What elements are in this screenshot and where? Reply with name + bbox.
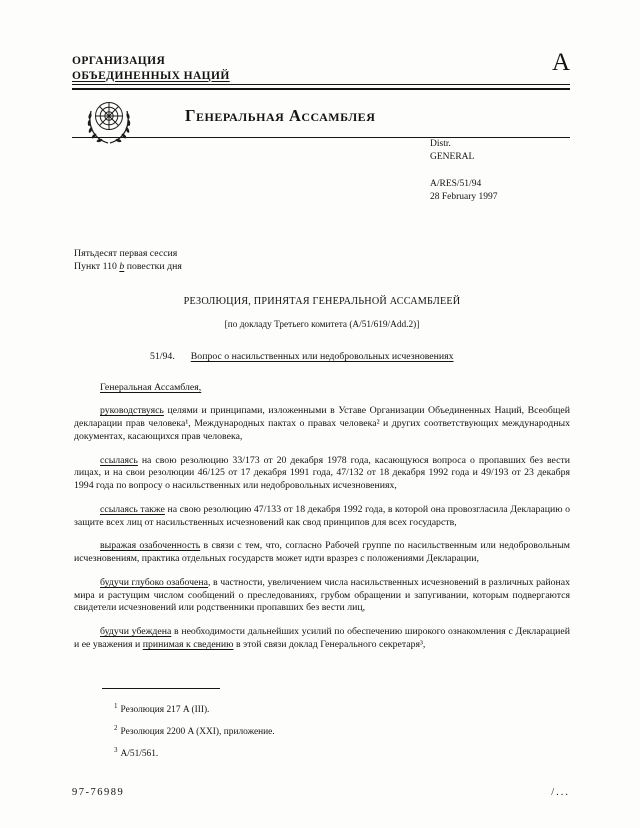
salutation-text: Генеральная Ассамблея, <box>100 381 202 393</box>
resolution-number: 51/94. <box>150 350 175 362</box>
assembly-title: Генеральная Ассамблея <box>185 106 376 125</box>
paragraph-text: , в частности, увеличением числа насильственных исчезновений в различных районах мира и растущим числом сообщений о преследованиях, грубом обращении и запугивании, которым подвергаются свидетели исчезновений или родственники пропавших без вести лиц, <box>74 576 570 614</box>
footnote-text: A/51/561. <box>120 749 159 760</box>
header-rule-thick <box>72 88 570 90</box>
paragraph-lead: будучи убеждена <box>100 626 172 637</box>
continuation-mark: /... <box>551 787 570 798</box>
paragraph-lead: выражая озабоченность <box>100 540 201 552</box>
footnote <box>114 693 570 715</box>
org-name-line2: ОБЪЕДИНЕННЫХ НАЦИЙ <box>72 69 230 82</box>
resolution-heading: РЕЗОЛЮЦИЯ, ПРИНЯТАЯ ГЕНЕРАЛЬНОЙ АССАМБЛЕЕЙ <box>183 296 461 308</box>
paragraph <box>74 504 570 529</box>
footnote-ref: 3 <box>114 746 118 755</box>
paragraph <box>74 626 570 651</box>
paragraph-text: в необходимости дальнейших усилий по обеспечению широкого ознакомления с Декларацией и ее уважения и <box>74 626 570 650</box>
paragraph <box>74 577 570 615</box>
paragraph-text: целями и принципами, изложенными в Уставе Организации Объединенных Наций, Всеобщей декларации прав человека¹, Международных пактах о правах человека² и других соответствующих международных документах, касающихся прав человека, <box>74 405 570 442</box>
paragraph-text: в связи с тем, что, согласно Рабочей группе по насильственным или недобровольным исчезновениям, практика отдельных государств может идти вразрез с положениями Декларации, <box>74 540 570 565</box>
agenda-item-prefix: Пункт 110 <box>74 260 120 272</box>
agenda-item-suffix: повестки дня <box>124 260 182 272</box>
committee-report-reference: [по докладу Третьего комитета (A/51/619/Add.2)] <box>224 319 420 330</box>
un-emblem-icon <box>80 92 138 150</box>
paragraph <box>74 540 570 565</box>
document-body <box>74 248 570 651</box>
distr-label: Distr. <box>430 139 451 149</box>
paragraph-lead: принимая к сведению <box>142 638 234 650</box>
doc-date: 28 February 1997 <box>430 191 498 202</box>
paragraph-lead: ссылаясь также <box>100 503 165 515</box>
footnotes-section <box>74 688 570 759</box>
job-number: 97-76989 <box>72 787 125 798</box>
footnote-text: Резолюция 2200 A (XXI), приложение. <box>120 727 275 738</box>
resolution-title: Вопрос о насильственных или недобровольных исчезновениях <box>190 350 454 362</box>
org-name <box>72 54 230 84</box>
paragraph-lead: ссылаясь <box>100 454 138 466</box>
footnote-ref: 1 <box>114 702 118 710</box>
footnote <box>114 715 570 737</box>
footnote-ref: 2 <box>114 724 118 733</box>
resolution-title-line <box>150 351 570 364</box>
salutation <box>74 382 570 395</box>
footnote <box>114 737 570 759</box>
paragraph-text: на свою резолюцию 47/133 от 18 декабря 1992 года, в которой она провозгласила Декларацию о защите всех лиц от насильственных исчезновений как свод принципов для всех государств, <box>74 503 570 528</box>
agenda-item-letter: b <box>119 260 125 272</box>
paragraph-text: в этой связи доклад Генерального секретаря³, <box>233 638 426 650</box>
footnote-text: Резолюция 217 A (III). <box>120 705 210 716</box>
footnote-separator <box>102 688 220 689</box>
header-rule-thin <box>72 84 570 85</box>
paragraph-text: на свою резолюцию 33/173 от 20 декабря 1978 года, касающуюся вопроса о пропавших без вести лицах, и на свои резолюции 46/125 от 17 декабря 1991 года, 47/132 от 18 декабря 1992 года и 49/193 от 23 декабря 1994 года по вопросу о насильственных или недобровольных исчезновениях, <box>74 454 570 492</box>
session-line: Пятьдесят первая сессия <box>74 248 178 259</box>
doc-symbol-letter: A <box>551 49 570 76</box>
distr-value: GENERAL <box>430 152 475 163</box>
distribution-block <box>430 138 498 204</box>
doc-number: A/RES/51/94 <box>430 178 482 189</box>
org-name-line1: ОРГАНИЗАЦИЯ <box>72 55 166 67</box>
paragraph-lead: руководствуясь <box>100 405 164 417</box>
paragraph <box>74 455 570 493</box>
paragraph-lead: будучи глубоко озабочена <box>100 576 208 588</box>
paragraph <box>74 405 570 443</box>
agenda-item-line <box>74 261 570 274</box>
